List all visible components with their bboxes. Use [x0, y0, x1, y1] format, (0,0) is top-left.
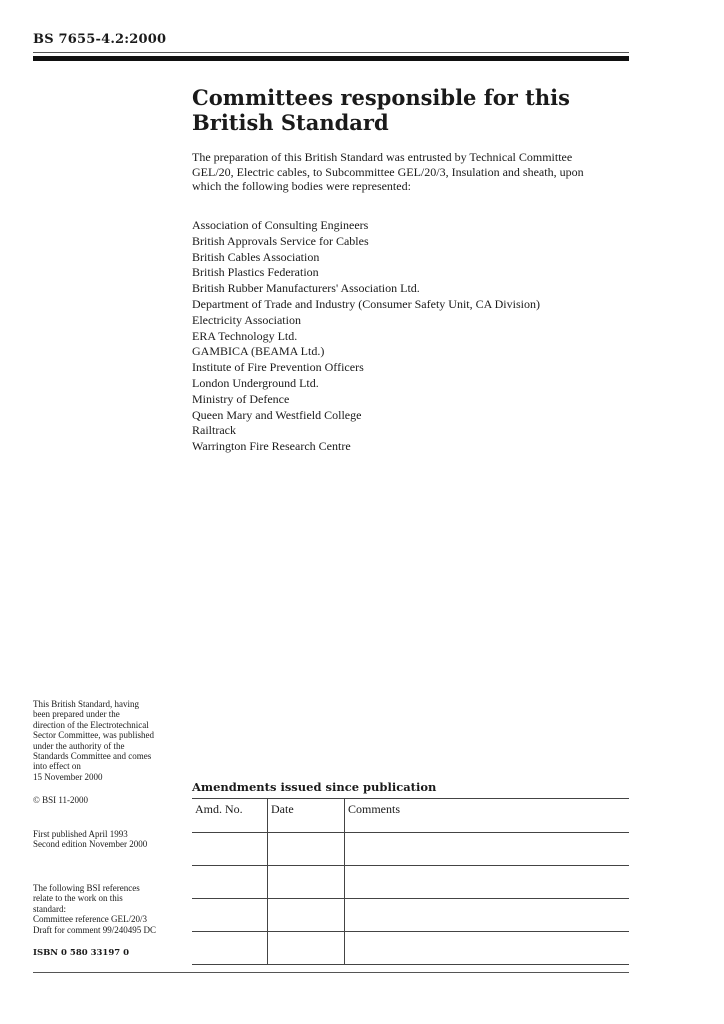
table-cell: [192, 833, 268, 866]
list-item: London Underground Ltd.: [192, 375, 319, 390]
list-item: Warrington Fire Research Centre: [192, 439, 351, 454]
table-cell: [345, 833, 630, 866]
intro-line: GEL/20, Electric cables, to Subcommittee GEL/20/3, Insulation and sheath, upon: [192, 164, 584, 179]
list-item: GAMBICA (BEAMA Ltd.): [192, 344, 325, 359]
list-item: British Approvals Service for Cables: [192, 233, 369, 248]
list-item: British Plastics Federation: [192, 265, 319, 280]
table-cell: [345, 899, 630, 932]
header-rule-thick: [33, 56, 629, 61]
table-cell: [345, 932, 630, 965]
note-line: under the authority of the: [33, 740, 125, 751]
list-item: British Rubber Manufacturers' Association Ltd.: [192, 281, 420, 296]
references-note: [33, 883, 183, 935]
list-item: ERA Technology Ltd.: [192, 328, 298, 343]
note-line: Standards Committee and comes: [33, 751, 152, 762]
isbn: ISBN 0 580 33197 0: [33, 948, 130, 958]
column-header-date: Date: [268, 799, 345, 833]
note-line: Draft for comment 99/240495 DC: [33, 924, 156, 935]
note-line: The following BSI references: [33, 883, 140, 893]
list-item: Ministry of Defence: [192, 391, 290, 406]
note-line: been prepared under the: [33, 709, 120, 720]
table-row: [192, 833, 629, 866]
table-row: [192, 932, 629, 965]
column-header-comments: Comments: [345, 799, 630, 833]
document-code: BS 7655-4.2:2000: [33, 32, 167, 47]
table-cell: [268, 866, 345, 899]
note-line: Second edition November 2000: [33, 839, 148, 850]
note-line: direction of the Electrotechnical: [33, 719, 149, 730]
column-header-amd-no: Amd. No.: [192, 799, 268, 833]
list-item: Institute of Fire Prevention Officers: [192, 360, 364, 375]
copyright-note: © BSI 11-2000: [33, 795, 89, 805]
table-cell: [268, 932, 345, 965]
note-line: relate to the work on this: [33, 893, 123, 904]
list-item: Department of Trade and Industry (Consumer Safety Unit, CA Division): [192, 296, 540, 311]
table-cell: [192, 899, 268, 932]
list-item: British Cables Association: [192, 249, 320, 264]
note-line: into effect on: [33, 761, 81, 772]
list-item: Railtrack: [192, 423, 236, 438]
table-row: [192, 899, 629, 932]
note-line: 15 November 2000: [33, 771, 103, 782]
list-item: Electricity Association: [192, 312, 301, 327]
list-item: Queen Mary and Westfield College: [192, 407, 362, 422]
footer-rule: [33, 972, 629, 973]
note-line: Sector Committee, was published: [33, 730, 154, 741]
table-header-row: [192, 799, 629, 833]
list-item: Association of Consulting Engineers: [192, 218, 369, 232]
table-cell: [192, 866, 268, 899]
page-title: [192, 85, 632, 135]
note-line: This British Standard, having: [33, 699, 139, 709]
note-line: First published April 1993: [33, 829, 128, 839]
table-cell: [268, 899, 345, 932]
intro-paragraph: [192, 150, 622, 194]
table-cell: [192, 932, 268, 965]
title-line-2: British Standard: [192, 110, 389, 135]
intro-line: which the following bodies were represented:: [192, 179, 411, 194]
table-row: [192, 866, 629, 899]
note-line: standard:: [33, 903, 66, 914]
intro-line: The preparation of this British Standard was entrusted by Technical Committee: [192, 150, 573, 164]
represented-bodies-list: [192, 218, 540, 455]
table-cell: [345, 866, 630, 899]
amendments-table: [192, 798, 629, 965]
amendments-title: Amendments issued since publication: [192, 780, 437, 794]
note-line: Committee reference GEL/20/3: [33, 914, 147, 925]
title-line-1: Committees responsible for this: [192, 85, 570, 110]
table-cell: [268, 833, 345, 866]
header-rule-thin: [33, 52, 629, 53]
history-note: [33, 829, 183, 850]
publication-note: [33, 699, 183, 782]
